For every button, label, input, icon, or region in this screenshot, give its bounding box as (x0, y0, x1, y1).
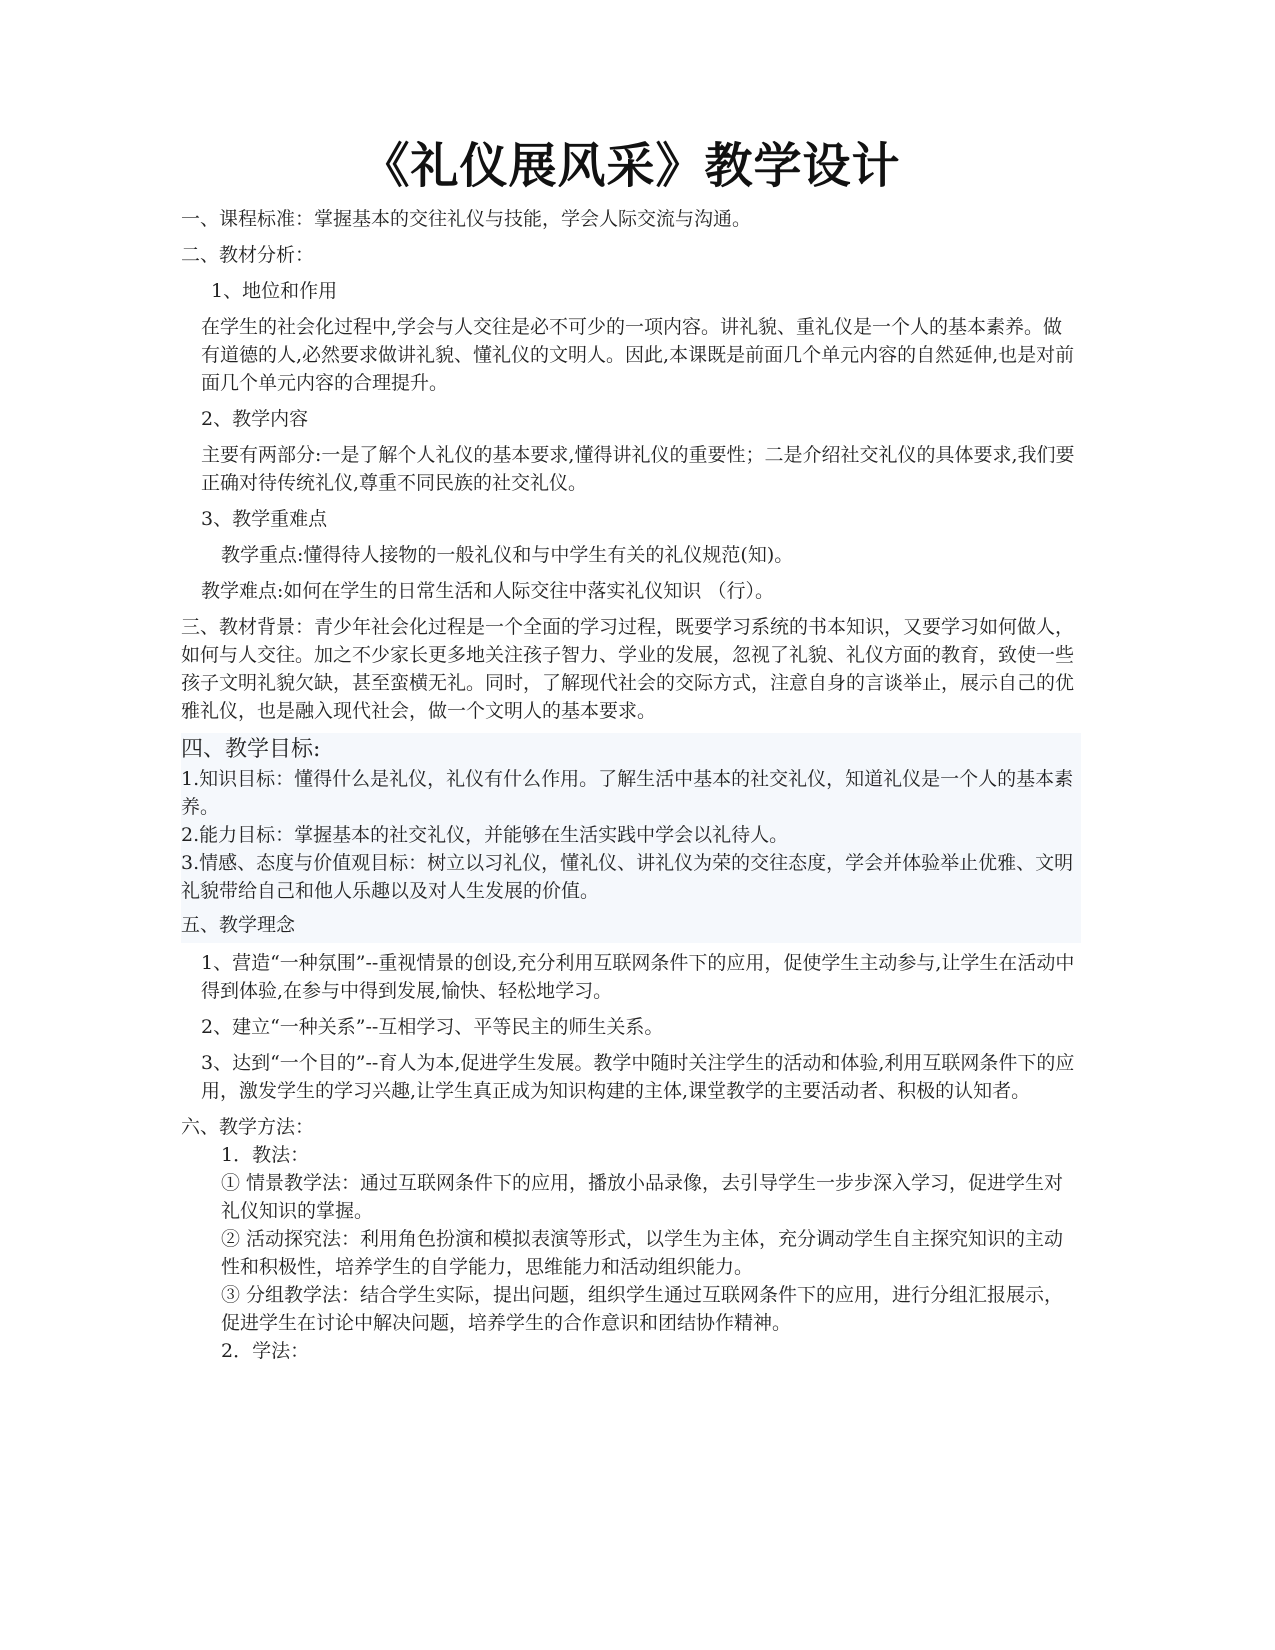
section-1-curriculum-standard: 一、课程标准：掌握基本的交往礼仪与技能，学会人际交流与沟通。 (181, 207, 752, 230)
section-5-heading: 五、教学理念 (181, 913, 296, 936)
concept-item: 2、建立“一种关系”--互相学习、平等民主的师生关系。 (201, 1015, 664, 1038)
role-paragraph: 在学生的社会化过程中,学会与人交往是必不可少的一项内容。讲礼貌、重礼仪是一个人的基本素养。做有道德的人,必然要求做讲礼貌、懂礼仪的文明人。因此,本课既是前面几个单元内容的自然延伸,也是对前面几个单元内容的合理提升。 (201, 315, 1075, 394)
document-page (181, 140, 1081, 1365)
subsection-key-points-heading: 3、教学重难点 (201, 507, 328, 530)
concept-item: 3、达到“一个目的”--育人为本,促进学生发展。教学中随时关注学生的活动和体验,利用互联网条件下的应用，激发学生的学习兴趣,让学生真正成为知识构建的主体,课堂教学的主要活动者、积极的认知者。 (201, 1051, 1075, 1102)
key-point-paragraph: 教学重点:懂得待人接物的一般礼仪和与中学生有关的礼仪规范(知)。 (221, 543, 794, 566)
goal-item: 2.能力目标：掌握基本的社交礼仪，并能够在生活实践中学会以礼待人。 (181, 823, 789, 846)
method-item: ② 活动探究法：利用角色扮演和模拟表演等形式，以学生为主体，充分调动学生自主探究知识的主动性和积极性，培养学生的自学能力，思维能力和活动组织能力。 (221, 1227, 1064, 1278)
method-item: ① 情景教学法：通过互联网条件下的应用，播放小品录像，去引导学生一步步深入学习，促进学生对礼仪知识的掌握。 (221, 1171, 1064, 1222)
concept-item: 1、营造“一种氛围”--重视情景的创设,充分利用互联网条件下的应用，促使学生主动参与,让学生在活动中得到体验,在参与中得到发展,愉快、轻松地学习。 (201, 951, 1075, 1002)
document-title: 《礼仪展风采》教学设计 (361, 138, 901, 194)
section-3-background: 三、教材背景：青少年社会化过程是一个全面的学习过程，既要学习系统的书本知识，又要学习如何做人，如何与人交往。加之不少家长更多地关注孩子智力、学业的发展，忽视了礼貌、礼仪方面的教育，致使一些孩子文明礼貌欠缺，甚至蛮横无礼。同时，了解现代社会的交际方式，注意自身的言谈举止，展示自己的优雅礼仪，也是融入现代社会，做一个文明人的基本要求。 (181, 615, 1075, 722)
subsection-content-heading: 2、教学内容 (201, 407, 309, 430)
difficult-point-paragraph: 教学难点:如何在学生的日常生活和人际交往中落实礼仪知识 （行）。 (201, 579, 774, 602)
teaching-goals-block (181, 733, 1081, 943)
goal-item: 3.情感、态度与价值观目标：树立以习礼仪，懂礼仪、讲礼仪为荣的交往态度，学会并体验举止优雅、文明礼貌带给自己和他人乐趣以及对人生发展的价值。 (181, 851, 1074, 902)
subsection-role-heading: 1、地位和作用 (211, 279, 338, 302)
section-6-heading: 六、教学方法： (181, 1115, 315, 1138)
teaching-method-heading: 1．教法： (221, 1143, 310, 1166)
content-paragraph: 主要有两部分:一是了解个人礼仪的基本要求,懂得讲礼仪的重要性；二是介绍社交礼仪的具体要求,我们要正确对待传统礼仪,尊重不同民族的社交礼仪。 (201, 443, 1075, 494)
learning-method-heading: 2．学法： (221, 1339, 310, 1362)
section-4-heading: 四、教学目标: (181, 736, 321, 762)
goal-item: 1.知识目标：懂得什么是礼仪，礼仪有什么作用。了解生活中基本的社交礼仪，知道礼仪是一个人的基本素养。 (181, 767, 1074, 818)
method-item: ③ 分组教学法：结合学生实际，提出问题，组织学生通过互联网条件下的应用，进行分组汇报展示，促进学生在讨论中解决问题，培养学生的合作意识和团结协作精神。 (221, 1283, 1064, 1334)
section-2-heading: 二、教材分析： (181, 243, 315, 266)
